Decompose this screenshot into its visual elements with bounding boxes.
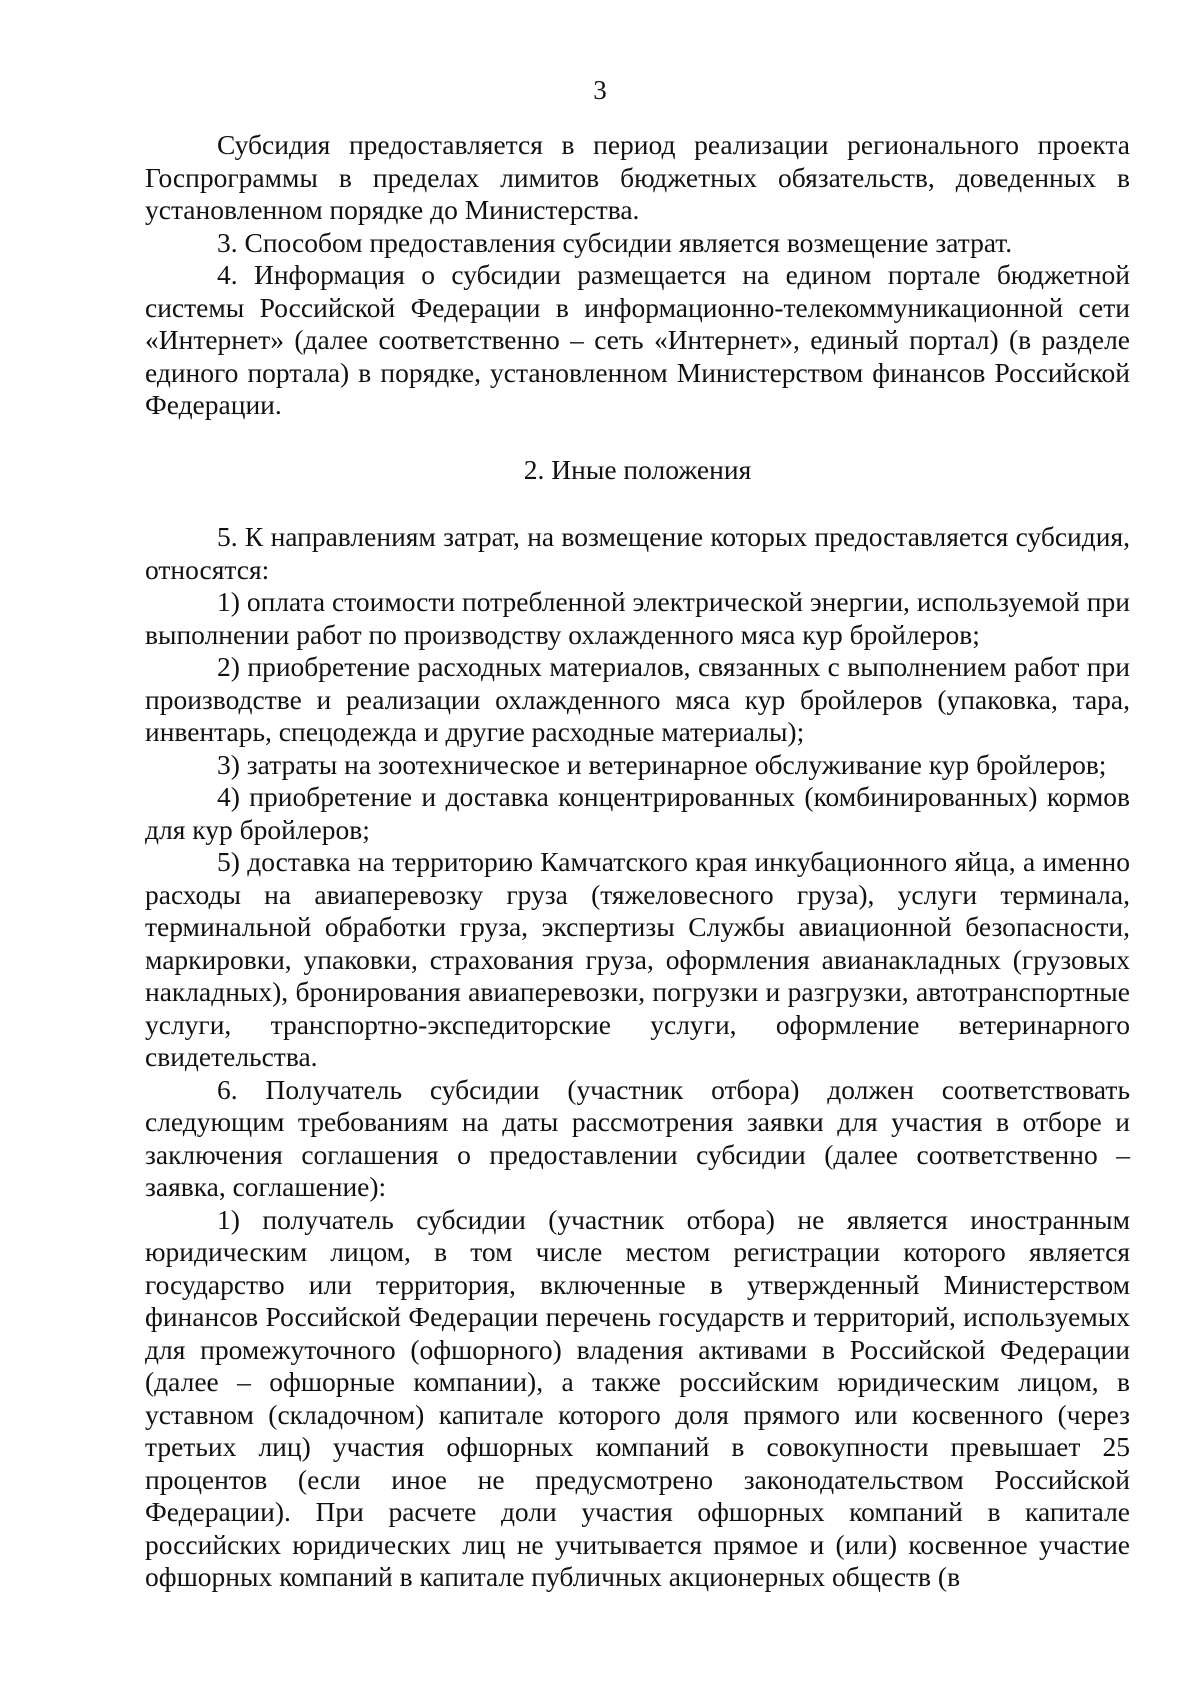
paragraph-item-6-1: 1) получатель субсидии (участник отбора) не является иностранным юридическим лицом, в том числе местом регистрации которого является государство или территория, включенные в утвержденный Министерством финансов Российской Федерации перечень государств и территорий, используемых для промежуточного (офшорного) владения активами в Российской Федерации (далее – офшорные компании), а также российским юридическим лицом, в уставном (складочном) капитале которого доля прямого или косвенного (через третьих лиц) участия офшорных компаний в совокупности превышает 25 процентов (если иное не предусмотрено законодательством Российской Федерации). При расчете доли участия офшорных компаний в капитале российских юридических лиц не учитывается прямое и (или) косвенное участие офшорных компаний в капитале публичных акционерных обществ (в [145,1203,1130,1592]
paragraph-item-5-5: 5) доставка на территорию Камчатского края инкубационного яйца, а именно расходы на авиаперевозку груза (тяжеловесного груза), услуги терминала, терминальной обработки груза, экспертизы Службы авиационной безопасности, маркировки, упаковки, страхования груза, оформления авианакладных (грузовых накладных), бронирования авиаперевозки, погрузки и разгрузки, автотранспортные услуги, транспортно-экспедиторские услуги, оформление ветеринарного свидетельства. [145,846,1130,1072]
document-body [145,129,1130,1594]
paragraph-item-4: 4. Информация о субсидии размещается на едином портале бюджетной системы Российской Федерации в информационно-телекоммуникационной сети «Интернет» (далее соответственно – сеть «Интернет», единый портал) (в разделе единого портала) в порядке, установленном Министерством финансов Российской Федерации. [145,259,1130,420]
paragraph-item-6: 6. Получатель субсидии (участник отбора) должен соответствовать следующим требованиям на даты рассмотрения заявки для участия в отборе и заключения соглашения о предоставлении субсидии (далее соответственно – заявка, соглашение): [145,1073,1130,1202]
paragraph-item-5-4: 4) приобретение и доставка концентрированных (комбинированных) кормов для кур бройлеров; [145,781,1130,845]
page-number: 3 [593,75,607,105]
paragraph-item-5: 5. К направлениям затрат, на возмещение которых предоставляется субсидия, относятся: [145,521,1130,585]
section-heading: 2. Иные положения [523,453,752,485]
paragraph-item-5-2: 2) приобретение расходных материалов, связанных с выполнением работ при производстве и реализации охлажденного мяса кур бройлеров (упаковка, тара, инвентарь, спецодежда и другие расходные материалы); [145,651,1130,747]
paragraph-subsidy-period: Субсидия предоставляется в период реализации регионального проекта Госпрограммы в пределах лимитов бюджетных обязательств, доведенных в установленном порядке до Министерства. [145,129,1130,225]
paragraph-item-3: 3. Способом предоставления субсидии является возмещение затрат. [217,226,1013,258]
paragraph-item-5-3: 3) затраты на зоотехническое и ветеринарное обслуживание кур бройлеров; [217,748,1107,780]
paragraph-item-5-1: 1) оплата стоимости потребленной электрической энергии, используемой при выполнении работ по производству охлажденного мяса кур бройлеров; [145,586,1130,650]
